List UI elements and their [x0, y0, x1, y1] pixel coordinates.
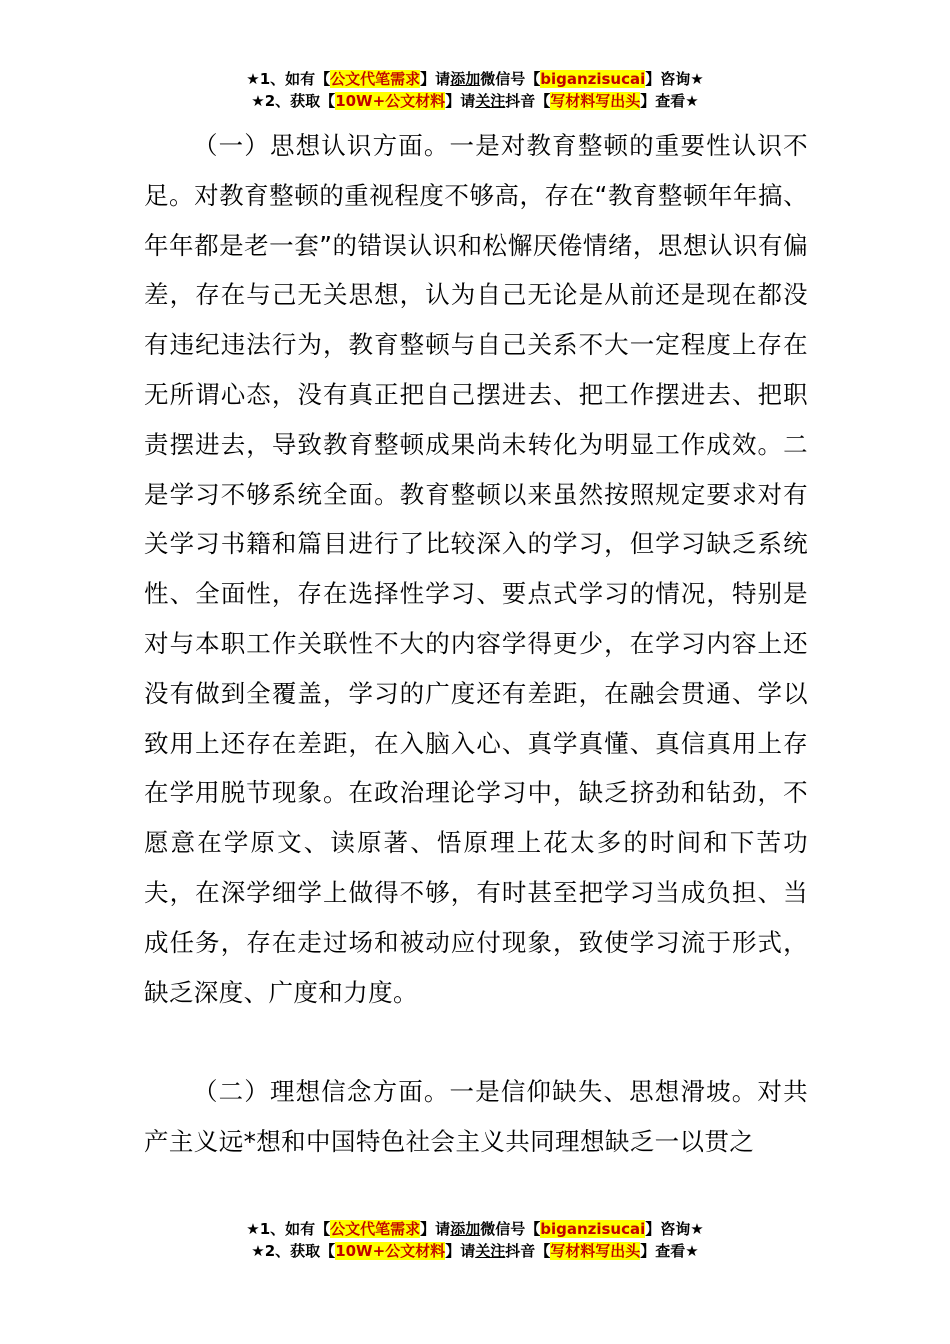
promo-text: ★1、如有【: [246, 1220, 331, 1238]
header-promo-banner: [0, 68, 950, 112]
promo-highlight: 写材料写出头: [550, 92, 641, 110]
promo-line-1: [0, 1218, 950, 1240]
footer-promo-banner: [0, 1218, 950, 1262]
promo-highlight: biganzisucai: [540, 1220, 646, 1238]
promo-text: 抖音【: [505, 92, 551, 110]
promo-text: ★2、获取【: [251, 1242, 336, 1260]
promo-text: 】请: [420, 70, 451, 88]
promo-highlight: biganzisucai: [540, 70, 646, 88]
promo-line-2: [0, 1240, 950, 1262]
promo-text: 】查看★: [640, 92, 699, 110]
promo-text: 抖音【: [505, 1242, 551, 1260]
document-body: [144, 121, 808, 1167]
promo-text: 】请: [445, 92, 476, 110]
promo-highlight: 公文代笔需求: [330, 70, 421, 88]
promo-text: 微信号【: [480, 1220, 541, 1238]
promo-highlight: 公文代笔需求: [330, 1220, 421, 1238]
promo-underlined-text: 关注: [475, 1242, 506, 1260]
promo-highlight: 10W+公文材料: [335, 1242, 446, 1260]
promo-text: ★2、获取【: [251, 92, 336, 110]
paragraph-spacer: [144, 1017, 808, 1067]
promo-text: 】查看★: [640, 1242, 699, 1260]
promo-line-1: [0, 68, 950, 90]
promo-text: 】咨询★: [645, 1220, 704, 1238]
promo-underlined-text: 添加: [450, 1220, 481, 1238]
promo-underlined-text: 添加: [450, 70, 481, 88]
promo-highlight: 10W+公文材料: [335, 92, 446, 110]
promo-text: 】请: [445, 1242, 476, 1260]
promo-text: 】咨询★: [645, 70, 704, 88]
promo-text: 微信号【: [480, 70, 541, 88]
promo-highlight: 写材料写出头: [550, 1242, 641, 1260]
promo-text: 】请: [420, 1220, 451, 1238]
promo-line-2: [0, 90, 950, 112]
paragraph-thinking-awareness: （一）思想认识方面。一是对教育整顿的重要性认识不足。对教育整顿的重视程度不够高，存在“教育整顿年年搞、年年都是老一套”的错误认识和松懈厌倦情绪，思想认识有偏差，存在与己无关思想，认为自己无论是从前还是现在都没有违纪违法行为，教育整顿与自己关系不大一定程度上存在无所谓心态，没有真正把自己摆进去、把工作摆进去、把职责摆进去，导致教育整顿成果尚未转化为明显工作成效。二是学习不够系统全面。教育整顿以来虽然按照规定要求对有关学习书籍和篇目进行了比较深入的学习，但学习缺乏系统性、全面性，存在选择性学习、要点式学习的情况，特别是对与本职工作关联性不大的内容学得更少，在学习内容上还没有做到全覆盖，学习的广度还有差距，在融会贯通、学以致用上还存在差距，在入脑入心、真学真懂、真信真用上存在学用脱节现象。在政治理论学习中，缺乏挤劲和钻劲，不愿意在学原文、读原著、悟原理上花太多的时间和下苦功夫，在深学细学上做得不够，有时甚至把学习当成负担、当成任务，存在走过场和被动应付现象，致使学习流于形式，缺乏深度、广度和力度。: [144, 131, 808, 1007]
promo-text: ★1、如有【: [246, 70, 331, 88]
promo-underlined-text: 关注: [475, 92, 506, 110]
paragraph-ideals-beliefs: （二）理想信念方面。一是信仰缺失、思想滑坡。对共产主义远*想和中国特色社会主义共同理想缺乏一以贯之: [144, 1077, 808, 1156]
